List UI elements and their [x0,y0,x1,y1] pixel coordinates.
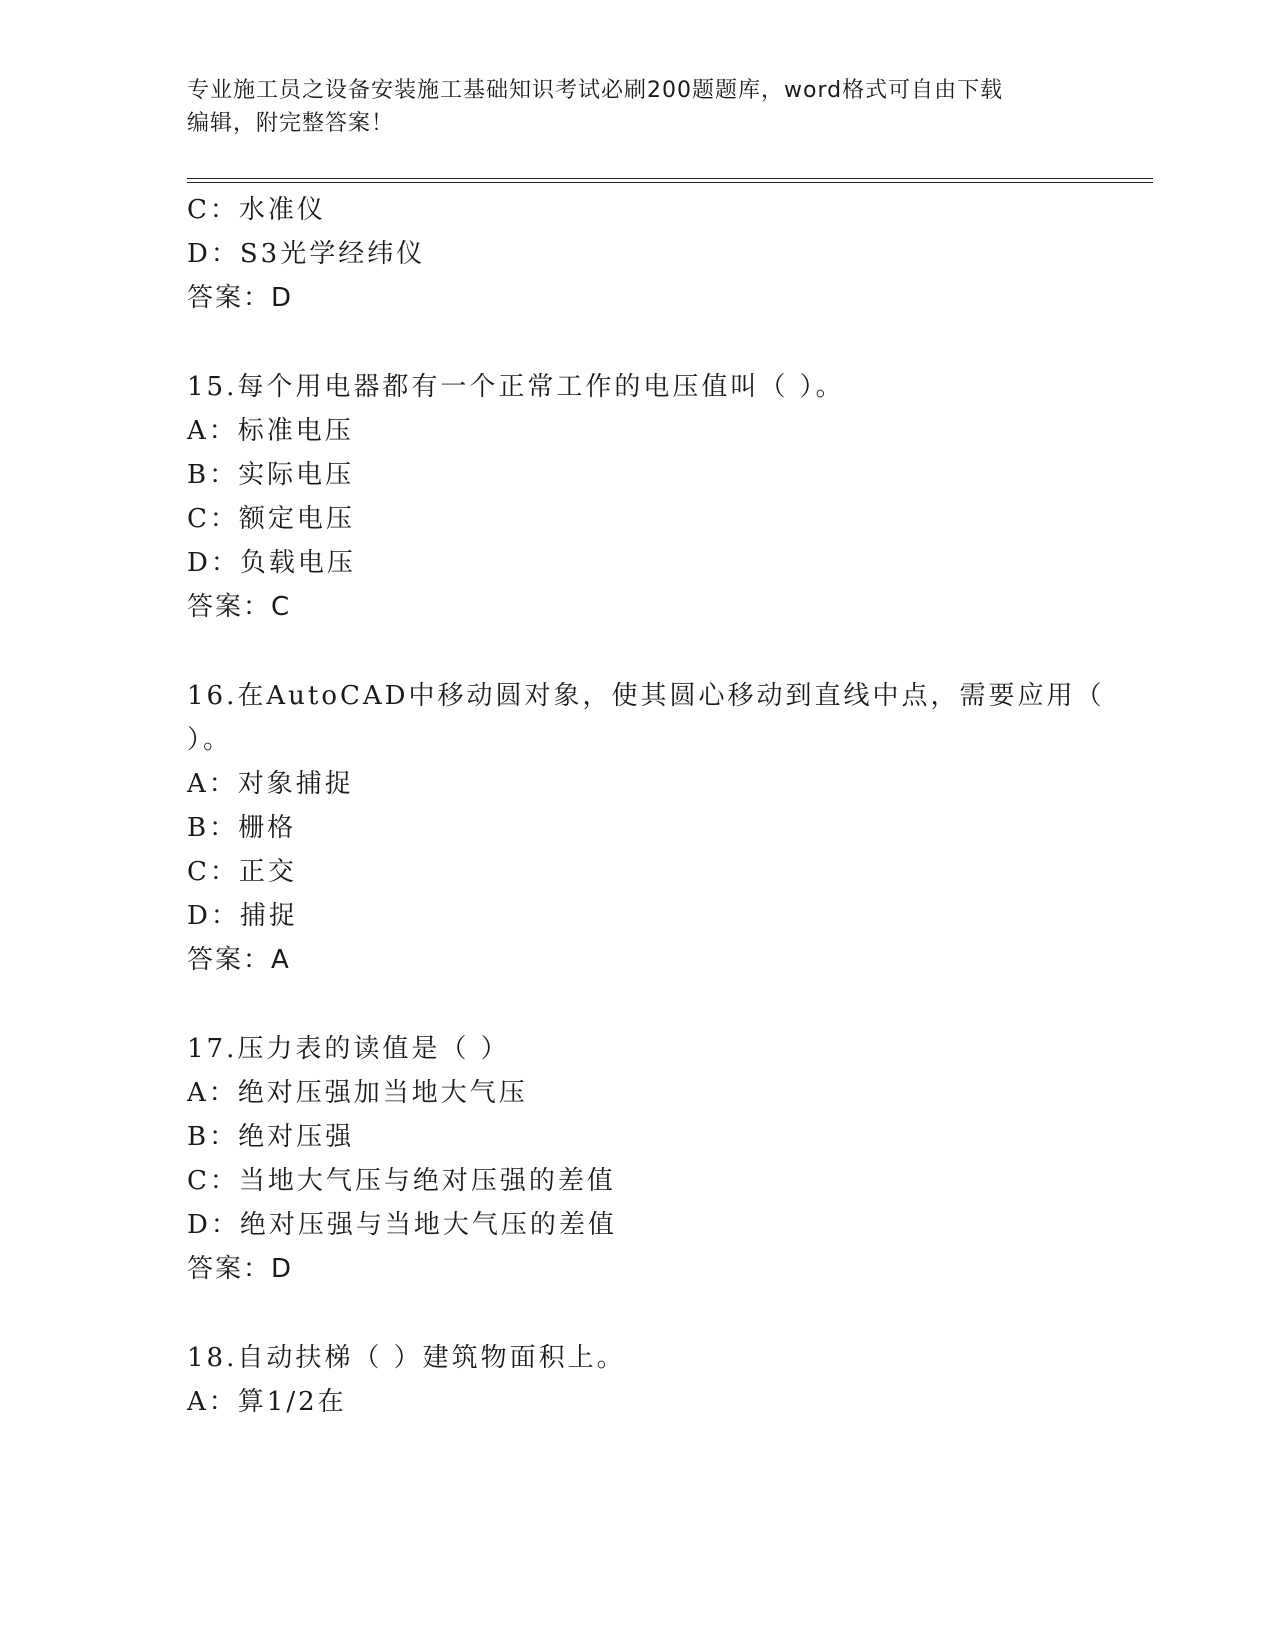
header-divider [187,178,1153,183]
option-line: A：标准电压 [187,416,354,446]
answer-line: 答案：A [187,945,291,975]
option-line: D：捕捉 [187,901,298,931]
answer-line: 答案：D [187,1254,294,1284]
question-line-continued: ）。 [187,725,233,755]
option-line: A：绝对压强加当地大气压 [187,1078,528,1108]
option-line: C：水准仪 [187,195,326,225]
option-line: B：栅格 [187,813,297,843]
answer-line: 答案：C [187,592,292,622]
option-line: C：正交 [187,857,297,887]
question-line: 18.自动扶梯（ ）建筑物面积上。 [187,1343,626,1373]
option-line: D：负载电压 [187,548,356,578]
option-line: B：绝对压强 [187,1122,355,1152]
answer-line: 答案：D [187,283,294,313]
option-line: D：绝对压强与当地大气压的差值 [187,1210,617,1240]
option-line: A：算1/2在 [187,1387,347,1417]
question-line: 17.压力表的读值是（ ） [187,1034,510,1064]
option-line: C：当地大气压与绝对压强的差值 [187,1166,616,1196]
option-line: A：对象捕捉 [187,769,354,799]
header-line-1: 专业施工员之设备安装施工基础知识考试必刷200题题库，word格式可自由下载 [187,78,1004,103]
header-line-2: 编辑，附完整答案！ [187,111,395,136]
document-header [187,74,1087,140]
question-line: 16.在AutoCAD中移动圆对象，使其圆心移动到直线中点，需要应用（ [187,681,1105,711]
option-line: C：额定电压 [187,504,355,534]
option-line: B：实际电压 [187,460,355,490]
question-line: 15.每个用电器都有一个正常工作的电压值叫（ ）。 [187,372,845,402]
option-line: D：S3光学经纬仪 [187,239,426,269]
